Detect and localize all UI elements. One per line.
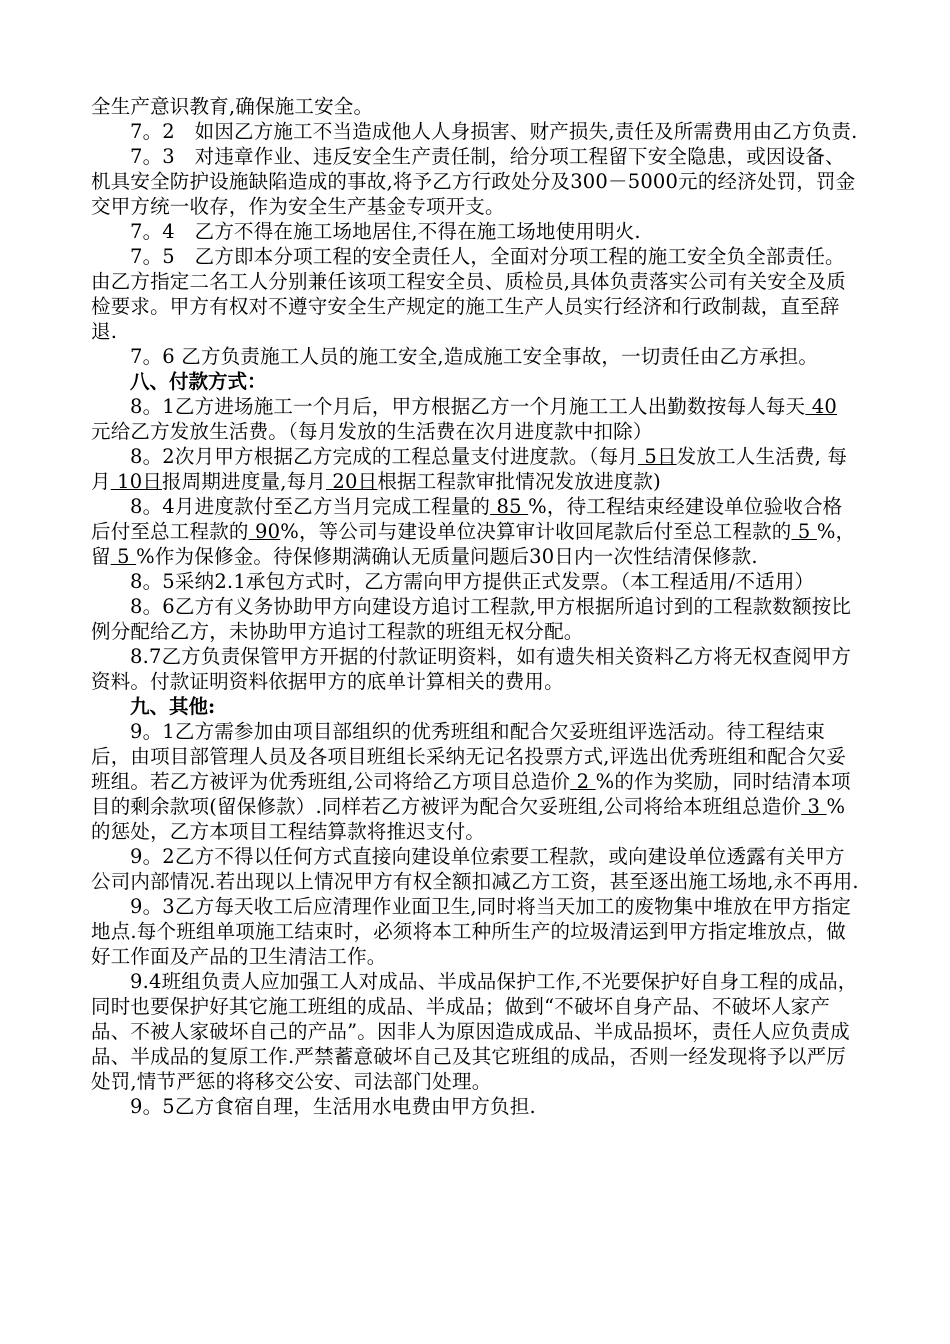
clause-8-2-text-c: 报周期进度量,每月 — [162, 470, 327, 493]
clause-8-7: 8.7乙方负责保管甲方开据的付款证明资料，如有遗失相关资料乙方将无权查阅甲方资料。付款证明资料依据甲方的底单计算相关的费用。 — [91, 645, 852, 693]
clause-9-1-text-c: %的惩处，乙方本项目工程结算款将推迟支付。 — [91, 795, 846, 843]
reward-percent: 2 — [570, 770, 596, 793]
acceptance-payment-percent: 90 — [248, 520, 281, 543]
clause-8-4-text-b: %，待工程结束经建设单位验收合格后付至总工程款的 — [91, 495, 843, 543]
clause-7-6: 7。6 乙方负责施工人员的施工安全,造成施工安全事故，一切责任由乙方承担。 — [130, 345, 819, 368]
final-payment-percent: 5 — [791, 520, 817, 543]
clause-9-3: 9。3乙方每天收工后应清理作业面卫生,同时将当天加工的废物集中堆放在甲方指定地点.每个班组单项施工结束时，必须将本工种所生产的垃圾清运到甲方指定堆放点，做好工作面及产品的卫生清洁工作。 — [91, 895, 852, 968]
section-heading-other: 九、其他: — [130, 695, 216, 718]
clause-7-5: 7。5 乙方即本分项工程的安全责任人，全面对分项工程的施工安全负全部责任。由乙方指定二名工人分别兼任该项工程安全员、质检员,具体负责落实公司有关安全及质检要求。甲方有权对不遵守安全生产规定的施工生产人员实行经济和行政制裁，直至辞退. — [91, 245, 846, 343]
clause-8-6: 8。6乙方有义务协助甲方向建设方追讨工程款,甲方根据所追讨到的工程款数额按比例分配给乙方，未协助甲方追讨工程款的班组无权分配。 — [91, 595, 852, 643]
warranty-percent: 5 — [110, 545, 137, 568]
allowance-day: 5日 — [637, 445, 677, 468]
monthly-progress-percent: 85 — [490, 495, 529, 518]
clause-9-1 — [91, 719, 860, 844]
payment-day: 20日 — [326, 470, 378, 493]
clause-7-3: 7。3 对违章作业、违反安全生产责任制，给分项工程留下安全隐患，或因设备、机具安全防护设施缺陷造成的事故,将予乙方行政处分及300－5000元的经济处罚，罚金交甲方统一收存，作为安全生产基金专项开支。 — [91, 145, 856, 218]
section-heading-payment: 八、付款方式： — [130, 370, 267, 393]
penalty-percent: 3 — [801, 795, 827, 818]
clause-9-5: 9。5乙方食宿自理，生活用水电费由甲方负担. — [130, 1095, 536, 1118]
clause-8-4-text-c: %，等公司与建设单位决算审计收回尾款后付至总工程款的 — [280, 520, 792, 543]
clause-9-1-text-a: 9。1乙方需参加由项目部组织的优秀班组和配合欠妥班组评选活动。待工程结束后，由项目部管理人员及各项目班组长采纳无记名投票方式,评选出优秀班组和配合欠妥班组。若乙方被评为优秀班组,公司将给乙方项目总造价 — [91, 720, 846, 793]
clause-7-2: 7。2 如因乙方施工不当造成他人人身损害、财产损失,责任及所需费用由乙方负责. — [130, 120, 858, 143]
clause-8-1-text-a: 8。1乙方进场施工一个月后，甲方根据乙方一个月施工工人出勤数按每人每天 — [130, 395, 806, 418]
clause-9-4: 9.4班组负责人应加强工人对成品、半成品保护工作,不光要保护好自身工程的成品，同时也要保护好其它施工班组的成品、半成品；做到“不破坏自身产品、不破坏人家产品、不被人家破坏自己的产品”。因非人为原因造成成品、半成品损坏，责任人应负责成品、半成品的复原工作.严禁蓄意破坏自己及其它班组的成品，否则一经发现将予以严厉处罚,情节严惩的将移交公安、司法部门处理。 — [91, 970, 858, 1093]
clause-8-2-text-d: 根据工程款审批情况发放进度款) — [377, 470, 661, 493]
clause-8-2 — [91, 444, 860, 494]
clause-9-1-text-b: %的作为奖励，同时结清本项目的剩余款项(留保修款）.同样若乙方被评为配合欠妥班组,公司将给本班组总造价 — [91, 770, 851, 818]
living-allowance-amount: 40 — [805, 395, 837, 418]
report-day: 10日 — [110, 470, 163, 493]
clause-7-4: 7。4 乙方不得在施工场地居住,不得在施工场地使用明火. — [130, 220, 641, 243]
paragraph-safety-education: 全生产意识教育,确保施工安全。 — [91, 95, 374, 118]
clause-8-4-text-e: %作为保修金。待保修期满确认无质量问题后30日内一次性结清保修款. — [136, 545, 758, 568]
clause-8-1 — [91, 394, 860, 444]
clause-8-5: 8。5采纳2.1承包方式时，乙方需向甲方提供正式发票。（本工程适用/不适用） — [130, 570, 815, 593]
clause-9-2: 9。2乙方不得以任何方式直接向建设单位索要工程款，或向建设单位透露有关甲方公司内部情况.若出现以上情况甲方有权全额扣减乙方工资，甚至逐出施工场地,永不再用. — [91, 845, 859, 893]
clause-8-4-text-a: 8。4月进度款付至乙方当月完成工程量的 — [130, 495, 491, 518]
clause-8-4-text-d: %，留 — [91, 520, 856, 568]
clause-8-1-text-b: 元给乙方发放生活费。（每月发放的生活费在次月进度款中扣除） — [91, 420, 653, 443]
clause-8-2-text-a: 8。2次月甲方根据乙方完成的工程总量支付进度款。（每月 — [130, 445, 638, 468]
clause-8-4 — [91, 494, 860, 569]
clause-8-2-text-b: 发放工人生活费, 每月 — [91, 445, 848, 493]
